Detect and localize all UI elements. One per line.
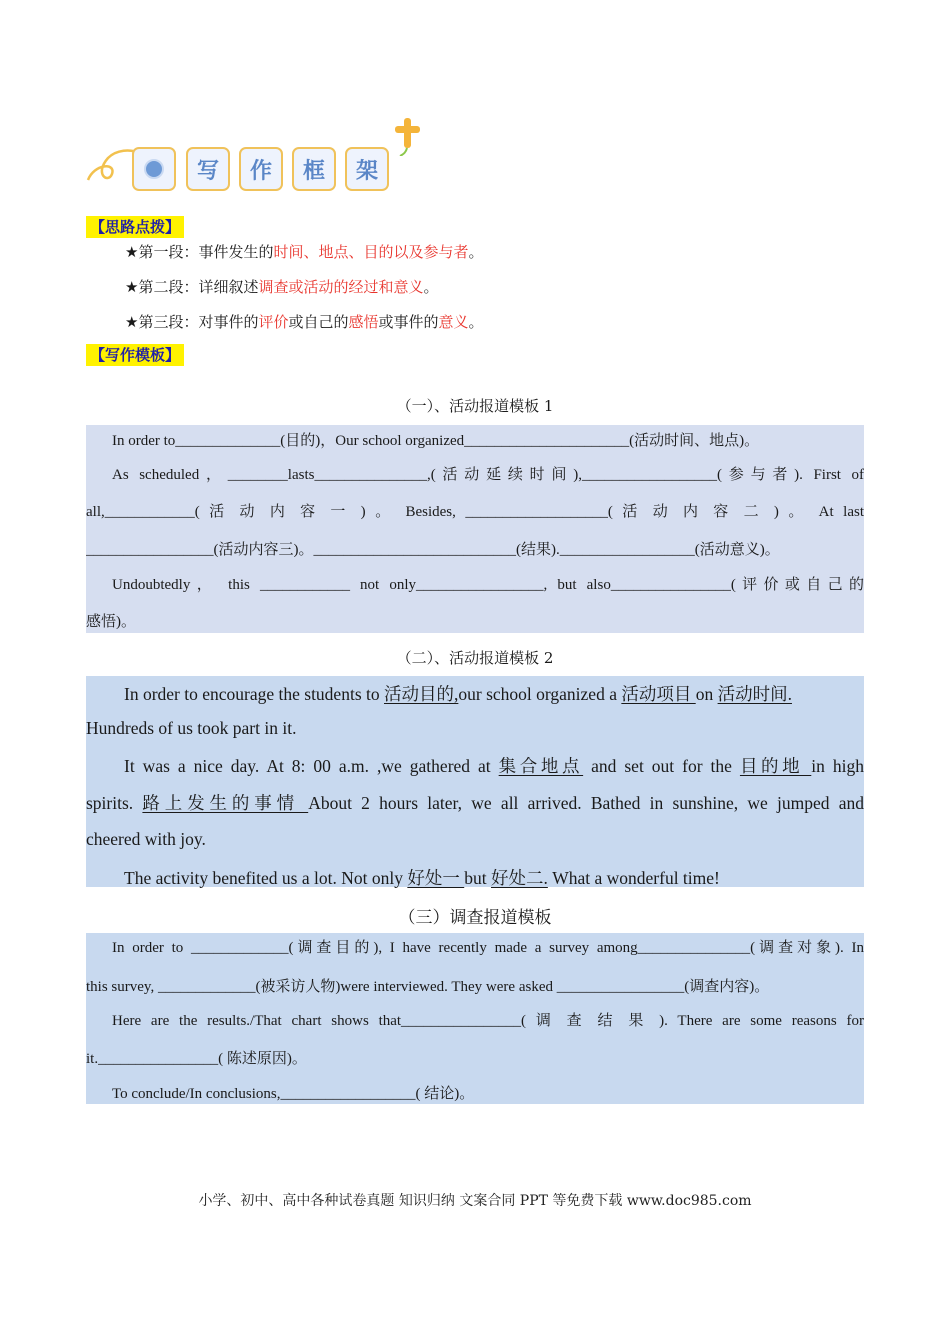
- cross-flower-icon: [392, 116, 422, 156]
- section-banner: [86, 116, 426, 196]
- banner-tile-xie: 写: [186, 147, 230, 191]
- t3-line-5: To conclude/In conclusions,__________________( 结论)。: [112, 1086, 475, 1102]
- t2-line-5: cheered with joy.: [86, 829, 206, 849]
- t1-line-3: all,____________( 活 动 内 容 一 ) 。 Besides, ___________________( 活 动 内 容 二 ) 。 At last: [86, 504, 864, 520]
- t2-line-4: spirits. 路上发生的事情 About 2 hours later, we all arrived. Bathed in sunshine, we jumped and: [86, 793, 864, 813]
- template-1-box: [86, 425, 864, 633]
- t1-line-4: _________________(活动内容三)。___________________________(结果).__________________(活动意义)。: [86, 542, 780, 558]
- t2-line-6: The activity benefited us a lot. Not only 好处一 but 好处二. What a wonderful time!: [124, 868, 720, 888]
- template-1-caption: （一）、活动报道模板 1: [396, 397, 554, 415]
- tip-paragraph-1: ★第一段：事件发生的时间、地点、目的以及参与者。: [125, 243, 484, 261]
- ball-icon: [132, 147, 176, 191]
- t3-line-3: Here are the results./That chart shows that________________( 调 查 结 果 ). There are some reasons for: [112, 1013, 864, 1029]
- tip-paragraph-2: ★第二段：详细叙述调查或活动的经过和意义。: [125, 278, 439, 296]
- t3-line-1: In order to _____________(调查目的), I have recently made a survey among_______________(调查对象). In: [112, 940, 864, 956]
- template-3-caption: （三）调查报道模板: [398, 908, 552, 928]
- t2-line-1: In order to encourage the students to 活动目的,our school organized a 活动项目 on 活动时间.: [124, 684, 792, 704]
- template-tag: 【写作模板】: [86, 344, 184, 366]
- t1-line-1: In order to______________(目的)，Our school organized______________________(活动时间、地点)。: [112, 433, 760, 449]
- t1-line-6: 感悟)。: [86, 614, 136, 630]
- t3-line-4: it.________________( 陈述原因)。: [86, 1051, 307, 1067]
- t1-line-5: Undoubtedly， this ____________ not only_________________, but also________________(评价或自己的: [112, 577, 864, 593]
- banner-tile-jia: 架: [345, 147, 389, 191]
- t3-line-2: this survey, _____________(被采访人物)were interviewed. They were asked _________________(调查内容)。: [86, 979, 770, 995]
- banner-tile-kuang: 框: [292, 147, 336, 191]
- template-2-caption: （二）、活动报道模板 2: [396, 649, 554, 667]
- template-2-box: [86, 676, 864, 887]
- tip-paragraph-3: ★第三段：对事件的评价或自己的感悟或事件的意义。: [125, 313, 484, 331]
- t2-line-3: It was a nice day. At 8: 00 a.m. ,we gathered at 集合地点 and set out for the 目的地 in high: [124, 756, 864, 776]
- template-3-box: [86, 933, 864, 1104]
- banner-tile-zuo: 作: [239, 147, 283, 191]
- page-footer: 小学、初中、高中各种试卷真题 知识归纳 文案合同 PPT 等免费下载 www.doc985.com: [198, 1193, 752, 1209]
- tips-tag: 【思路点拨】: [86, 216, 184, 238]
- t2-line-2: Hundreds of us took part in it.: [86, 718, 297, 738]
- t1-line-2: As scheduled，________lasts_______________,(活动延续时间),__________________(参与者). First of: [112, 467, 864, 483]
